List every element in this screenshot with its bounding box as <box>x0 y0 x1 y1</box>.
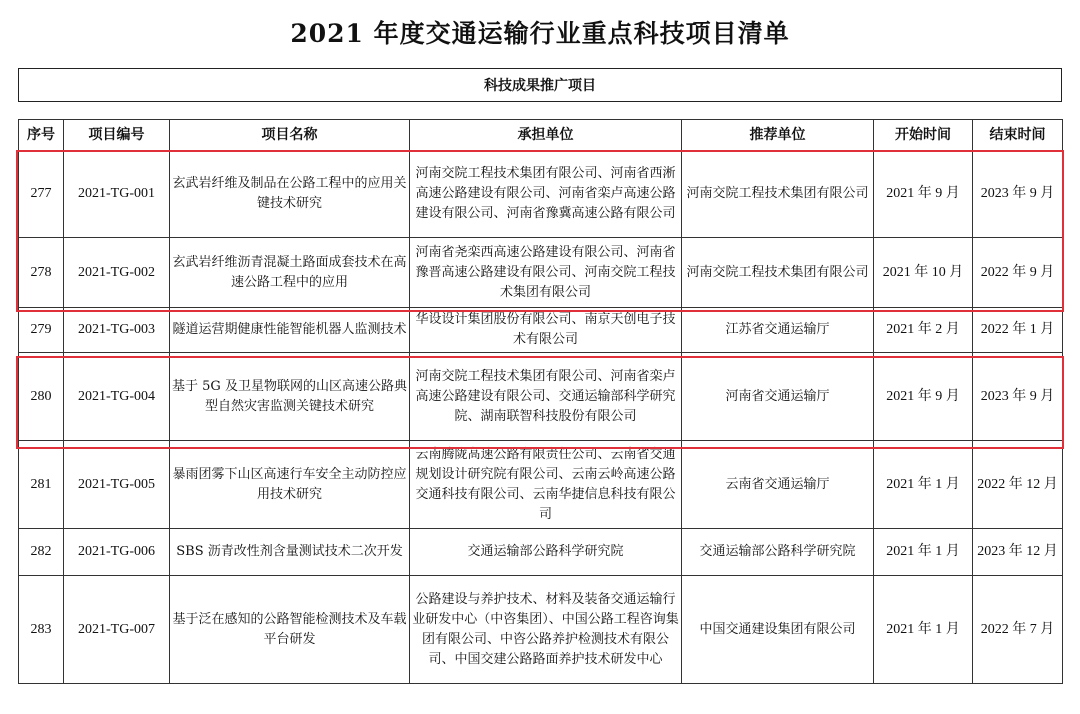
cell-start: 2021 年 1 月 <box>874 576 973 684</box>
cell-org: 公路建设与养护技术、材料及装备交通运输行业研发中心（中咨集团）、中国公路工程咨询集团有限公司、中咨公路养护检测技术有限公司、中国交建公路路面养护技术研发中心 <box>410 576 682 684</box>
col-header-no: 序号 <box>19 120 64 151</box>
cell-code: 2021-TG-006 <box>64 529 170 576</box>
cell-name: 隧道运营期健康性能智能机器人监测技术 <box>170 308 410 353</box>
col-header-name: 项目名称 <box>170 120 410 151</box>
cell-org: 河南交院工程技术集团有限公司、河南省栾卢高速公路建设有限公司、交通运输部科学研究院、湖南联智科技股份有限公司 <box>410 353 682 441</box>
table-row <box>19 308 1063 353</box>
table-row <box>19 529 1063 576</box>
cell-no: 283 <box>19 576 64 684</box>
cell-recommender: 交通运输部公路科学研究院 <box>682 529 874 576</box>
cell-recommender: 河南省交通运输厅 <box>682 353 874 441</box>
cell-org: 河南省尧栾西高速公路建设有限公司、河南省豫晋高速公路建设有限公司、河南交院工程技术集团有限公司 <box>410 238 682 308</box>
cell-start: 2021 年 1 月 <box>874 441 973 529</box>
cell-recommender: 河南交院工程技术集团有限公司 <box>682 238 874 308</box>
cell-name: 暴雨团雾下山区高速行车安全主动防控应用技术研究 <box>170 441 410 529</box>
cell-start: 2021 年 9 月 <box>874 151 973 238</box>
header-row <box>19 120 1063 151</box>
col-header-org: 承担单位 <box>410 120 682 151</box>
cell-code: 2021-TG-001 <box>64 151 170 238</box>
section-banner <box>18 68 1062 102</box>
table-row <box>19 238 1063 308</box>
cell-recommender: 江苏省交通运输厅 <box>682 308 874 353</box>
cell-start: 2021 年 1 月 <box>874 529 973 576</box>
cell-name: SBS 沥青改性剂含量测试技术二次开发 <box>170 529 410 576</box>
col-header-start: 开始时间 <box>874 120 973 151</box>
projects-table <box>18 119 1063 684</box>
cell-end: 2023 年 9 月 <box>973 151 1063 238</box>
cell-no: 279 <box>19 308 64 353</box>
cell-end: 2022 年 1 月 <box>973 308 1063 353</box>
table-row <box>19 353 1063 441</box>
cell-code: 2021-TG-002 <box>64 238 170 308</box>
table-row <box>19 151 1063 238</box>
cell-no: 277 <box>19 151 64 238</box>
col-header-code: 项目编号 <box>64 120 170 151</box>
cell-end: 2022 年 7 月 <box>973 576 1063 684</box>
cell-recommender: 中国交通建设集团有限公司 <box>682 576 874 684</box>
cell-end: 2022 年 12 月 <box>973 441 1063 529</box>
cell-org: 云南腾陇高速公路有限责任公司、云南省交通规划设计研究院有限公司、云南云岭高速公路交通科技有限公司、云南华捷信息科技有限公司 <box>410 441 682 529</box>
section-title: 科技成果推广项目 <box>484 78 596 94</box>
cell-code: 2021-TG-005 <box>64 441 170 529</box>
cell-start: 2021 年 9 月 <box>874 353 973 441</box>
table-row <box>19 441 1063 529</box>
cell-end: 2023 年 12 月 <box>973 529 1063 576</box>
page-title: 2021 年度交通运输行业重点科技项目清单 <box>290 19 790 48</box>
cell-no: 280 <box>19 353 64 441</box>
col-header-end: 结束时间 <box>973 120 1063 151</box>
cell-name: 基于 5G 及卫星物联网的山区高速公路典型自然灾害监测关键技术研究 <box>170 353 410 441</box>
cell-org: 河南交院工程技术集团有限公司、河南省西淅高速公路建设有限公司、河南省栾卢高速公路建设有限公司、河南省豫冀高速公路有限公司 <box>410 151 682 238</box>
cell-org: 华设设计集团股份有限公司、南京天创电子技术有限公司 <box>410 308 682 353</box>
cell-no: 282 <box>19 529 64 576</box>
cell-start: 2021 年 10 月 <box>874 238 973 308</box>
cell-name: 基于泛在感知的公路智能检测技术及车载平台研发 <box>170 576 410 684</box>
cell-code: 2021-TG-007 <box>64 576 170 684</box>
cell-org: 交通运输部公路科学研究院 <box>410 529 682 576</box>
col-header-recommender: 推荐单位 <box>682 120 874 151</box>
cell-no: 278 <box>19 238 64 308</box>
cell-code: 2021-TG-004 <box>64 353 170 441</box>
cell-end: 2022 年 9 月 <box>973 238 1063 308</box>
cell-end: 2023 年 9 月 <box>973 353 1063 441</box>
cell-recommender: 云南省交通运输厅 <box>682 441 874 529</box>
cell-name: 玄武岩纤维沥青混凝土路面成套技术在高速公路工程中的应用 <box>170 238 410 308</box>
cell-code: 2021-TG-003 <box>64 308 170 353</box>
cell-recommender: 河南交院工程技术集团有限公司 <box>682 151 874 238</box>
cell-start: 2021 年 2 月 <box>874 308 973 353</box>
table-row <box>19 576 1063 684</box>
cell-no: 281 <box>19 441 64 529</box>
cell-name: 玄武岩纤维及制品在公路工程中的应用关键技术研究 <box>170 151 410 238</box>
